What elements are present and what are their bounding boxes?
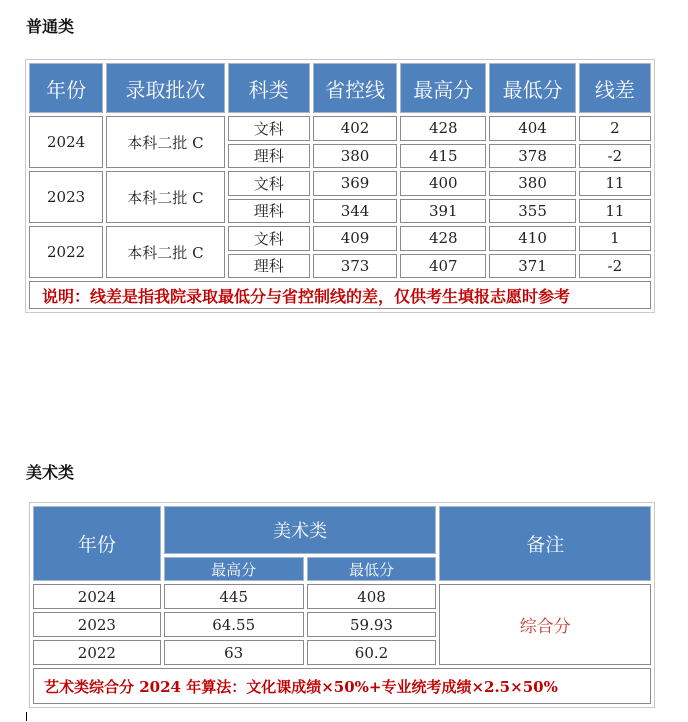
header-min-score: 最低分 (307, 557, 437, 581)
batch-cell: 本科二批 C (106, 116, 224, 168)
control-line-cell: 373 (313, 254, 397, 279)
subject-cell: 理科 (228, 144, 310, 169)
table-row (29, 171, 651, 196)
table-header-row (33, 506, 651, 554)
text-cursor (26, 712, 27, 721)
batch-cell: 本科二批 C (106, 171, 224, 223)
year-cell: 2023 (29, 171, 103, 223)
line-diff-cell: 1 (579, 226, 651, 251)
header-control-line: 省控线 (313, 63, 397, 113)
line-diff-cell: 11 (579, 199, 651, 224)
header-art-group: 美术类 (164, 506, 437, 554)
control-line-cell: 344 (313, 199, 397, 224)
min-score-cell: 59.93 (307, 612, 437, 637)
note-row (33, 668, 651, 704)
min-score-cell: 355 (489, 199, 575, 224)
line-diff-cell: 11 (579, 171, 651, 196)
table-row (29, 116, 651, 141)
min-score-cell: 410 (489, 226, 575, 251)
line-diff-cell: -2 (579, 254, 651, 279)
min-score-cell: 378 (489, 144, 575, 169)
year-cell: 2024 (33, 584, 161, 609)
subject-cell: 理科 (228, 199, 310, 224)
header-max-score: 最高分 (400, 63, 486, 113)
table-row (33, 584, 651, 609)
header-subject: 科类 (228, 63, 310, 113)
subject-cell: 文科 (228, 226, 310, 251)
max-score-cell: 64.55 (164, 612, 304, 637)
header-max-score: 最高分 (164, 557, 304, 581)
max-score-cell: 428 (400, 116, 486, 141)
year-cell: 2022 (33, 640, 161, 665)
general-section-title: 普通类 (26, 17, 75, 36)
art-note: 艺术类综合分 2024 年算法：文化课成绩×50%+专业统考成绩×2.5×50% (33, 668, 651, 704)
subject-cell: 文科 (228, 171, 310, 196)
batch-cell: 本科二批 C (106, 226, 224, 278)
note-row (29, 281, 651, 309)
max-score-cell: 428 (400, 226, 486, 251)
subject-cell: 文科 (228, 116, 310, 141)
year-cell: 2022 (29, 226, 103, 278)
art-admission-table (29, 502, 655, 708)
max-score-cell: 391 (400, 199, 486, 224)
min-score-cell: 60.2 (307, 640, 437, 665)
control-line-cell: 409 (313, 226, 397, 251)
header-year: 年份 (33, 506, 161, 581)
year-cell: 2023 (33, 612, 161, 637)
general-admission-table (25, 59, 655, 313)
min-score-cell: 371 (489, 254, 575, 279)
control-line-cell: 380 (313, 144, 397, 169)
line-diff-cell: -2 (579, 144, 651, 169)
header-min-score: 最低分 (489, 63, 575, 113)
header-batch: 录取批次 (106, 63, 224, 113)
max-score-cell: 400 (400, 171, 486, 196)
max-score-cell: 407 (400, 254, 486, 279)
control-line-cell: 369 (313, 171, 397, 196)
min-score-cell: 404 (489, 116, 575, 141)
table-row (29, 226, 651, 251)
year-cell: 2024 (29, 116, 103, 168)
max-score-cell: 445 (164, 584, 304, 609)
line-diff-cell: 2 (579, 116, 651, 141)
table-header-row (29, 63, 651, 113)
min-score-cell: 408 (307, 584, 437, 609)
general-note: 说明：线差是指我院录取最低分与省控制线的差，仅供考生填报志愿时参考 (29, 281, 651, 309)
remark-cell: 综合分 (439, 584, 651, 665)
subject-cell: 理科 (228, 254, 310, 279)
art-section-title: 美术类 (26, 463, 75, 482)
control-line-cell: 402 (313, 116, 397, 141)
max-score-cell: 63 (164, 640, 304, 665)
max-score-cell: 415 (400, 144, 486, 169)
header-remark: 备注 (439, 506, 651, 581)
header-line-diff: 线差 (579, 63, 651, 113)
header-year: 年份 (29, 63, 103, 113)
min-score-cell: 380 (489, 171, 575, 196)
